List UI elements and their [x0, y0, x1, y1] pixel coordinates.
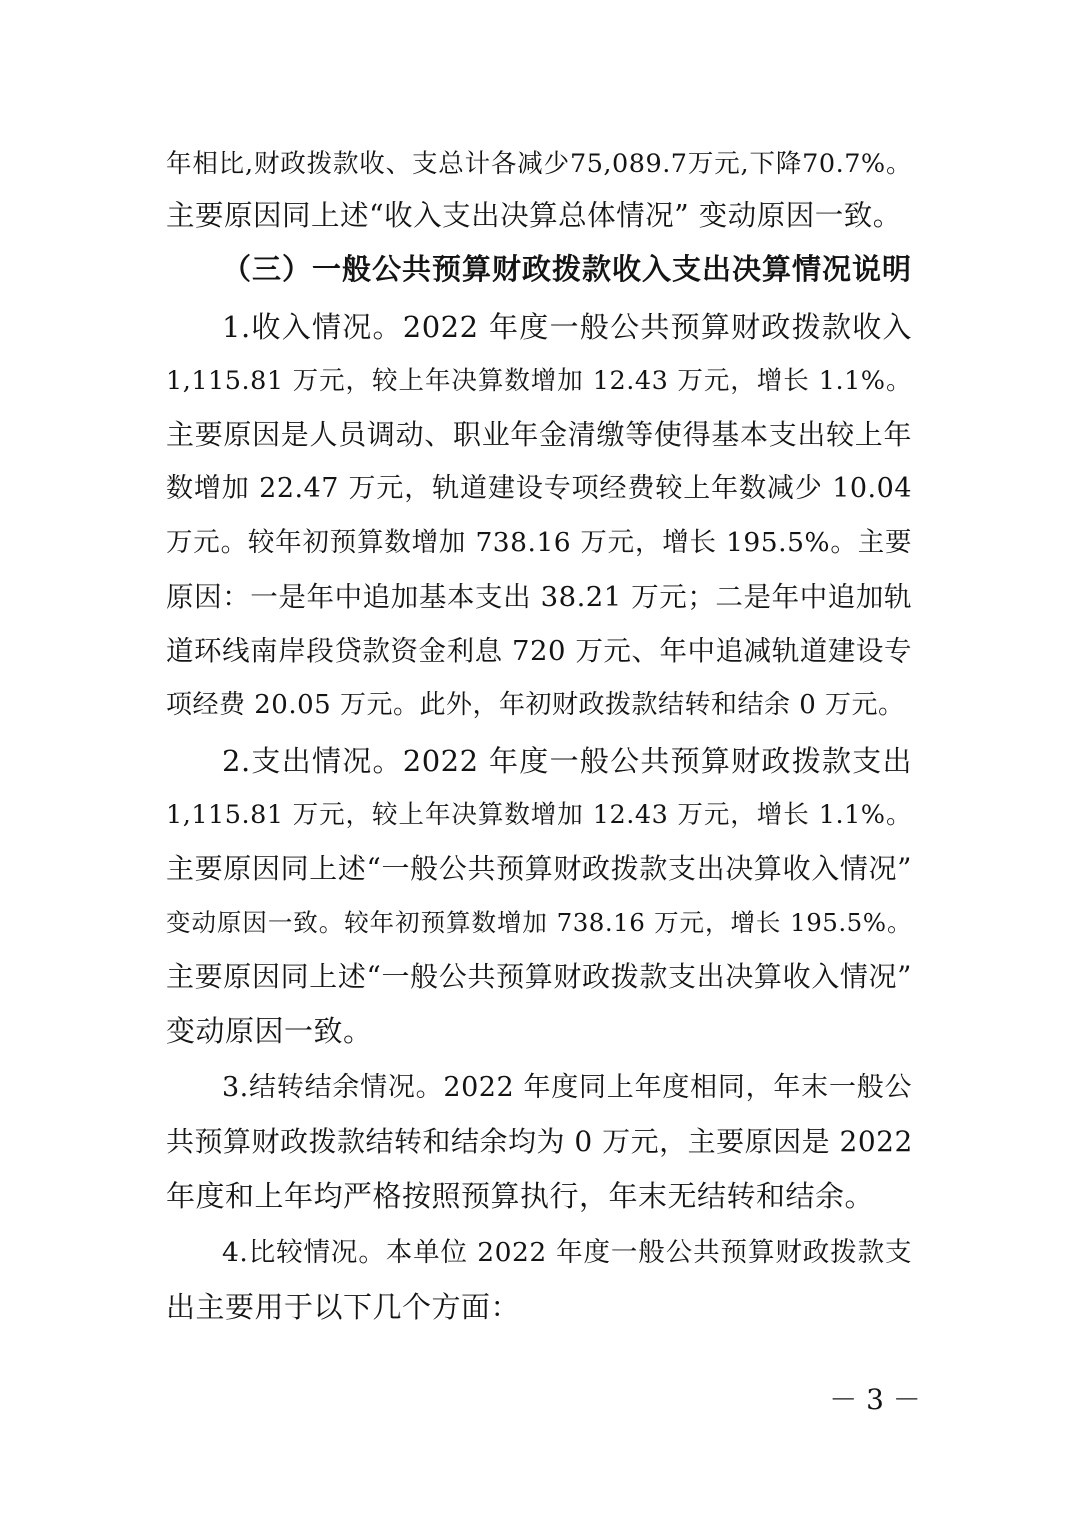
paragraph-line: 年度和上年均严格按照预算执行，年末无结转和结余。 [166, 1179, 875, 1213]
paragraph-line: 变动原因一致。 [166, 1014, 373, 1048]
paragraph-line: 1,115.81 万元，较上年决算数增加 12.43 万元，增长 1.1%。 [166, 800, 912, 830]
paragraph-line: 出主要用于以下几个方面： [166, 1290, 521, 1324]
paragraph-line: 4.比较情况。本单位 2022 年度一般公共预算财政拨款支 [222, 1237, 912, 1268]
paragraph-line: 2.支出情况。2022 年度一般公共预算财政拨款支出 [222, 744, 912, 778]
paragraph-line: 原因：一是年中追加基本支出 38.21 万元；二是年中追加轨 [166, 581, 912, 613]
paragraph-line: 主要原因是人员调动、职业年金清缴等使得基本支出较上年 [166, 418, 912, 451]
paragraph-line: 主要原因同上述“收入支出决算总体情况” 变动原因一致。 [166, 199, 902, 232]
paragraph-line: 年相比,财政拨款收、支总计各减少75,089.7万元,下降70.7%。 [166, 149, 912, 179]
paragraph-line: 万元。较年初预算数增加 738.16 万元，增长 195.5%。主要 [166, 527, 912, 558]
paragraph-line: 项经费 20.05 万元。此外，年初财政拨款结转和结余 0 万元。 [166, 690, 905, 720]
paragraph-line: 1.收入情况。2022 年度一般公共预算财政拨款收入 [222, 310, 912, 344]
paragraph-line: 主要原因同上述“一般公共预算财政拨款支出决算收入情况” [166, 960, 912, 993]
paragraph-line: 1,115.81 万元，较上年决算数增加 12.43 万元，增长 1.1%。 [166, 366, 912, 396]
paragraph-line: 道环线南岸段贷款资金利息 720 万元、年中追减轨道建设专 [166, 635, 912, 667]
page-number: － 3 － [829, 1383, 921, 1416]
paragraph-line: 共预算财政拨款结转和结余均为 0 万元，主要原因是 2022 [166, 1125, 913, 1158]
paragraph-line: 主要原因同上述“一般公共预算财政拨款支出决算收入情况” [166, 852, 912, 885]
paragraph-line: 3.结转结余情况。2022 年度同上年度相同，年末一般公 [222, 1072, 912, 1103]
paragraph-line: 变动原因一致。较年初预算数增加 738.16 万元，增长 195.5%。 [166, 908, 912, 937]
paragraph-line: 数增加 22.47 万元，轨道建设专项经费较上年数减少 10.04 [166, 473, 912, 504]
section-heading: （三）一般公共预算财政拨款收入支出决算情况说明 [222, 252, 913, 286]
